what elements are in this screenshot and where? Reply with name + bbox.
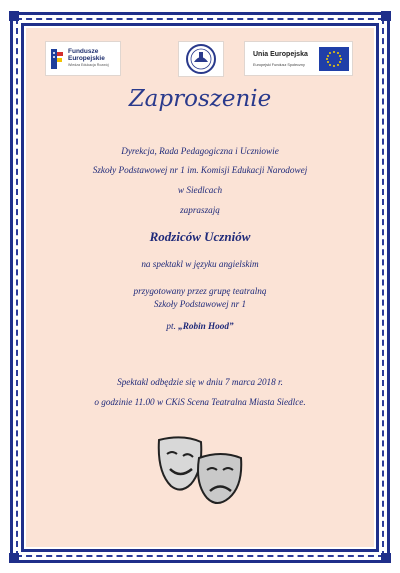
corner-bottom-right [381, 553, 391, 563]
fe-name [68, 48, 105, 62]
play-title-prefix: pt. [166, 321, 179, 331]
theatre-masks-icon [155, 436, 245, 508]
fe-line2: Europejskie [68, 55, 105, 62]
intro-line-3: w Siedlcach [177, 185, 223, 195]
intro-line-2: Szkoły Podstawowej nr 1 im. Komisji Edukacji Narodowej [92, 165, 308, 175]
intro-line-4: zapraszają [180, 205, 220, 215]
eu-flag-icon [319, 47, 349, 71]
event-line-1: na spektakl w języku angielskim [141, 259, 259, 269]
ue-fund-name: Europejski Fundusz Społeczny [253, 63, 305, 67]
ue-name: Unia Europejska [253, 51, 308, 58]
fundusze-europejskie-logo [45, 41, 121, 76]
unia-europejska-logo [244, 41, 353, 76]
invitation-title: Zaproszenie [128, 86, 272, 112]
school-logo [178, 41, 224, 77]
details-line-1: Spektakl odbędzie się w dniu 7 marca 2018 r. [117, 377, 283, 387]
school-emblem-icon [179, 42, 223, 76]
fe-tagline: Wiedza Edukacja Rozwój [68, 63, 109, 67]
play-title-line [26, 321, 374, 331]
event-line-3: Szkoły Podstawowej nr 1 [153, 299, 247, 309]
corner-top-right [381, 11, 391, 21]
corner-top-left [9, 11, 19, 21]
guests-heading: Rodziców Uczniów [149, 229, 251, 244]
corner-bottom-left [9, 553, 19, 563]
event-line-2: przygotowany przez grupę teatralną [133, 286, 267, 296]
intro-line-1: Dyrekcja, Rada Pedagogiczna i Uczniowie [121, 146, 279, 156]
details-line-2: o godzinie 11.00 w CKiS Scena Teatralna Miasta Siedlce. [94, 397, 306, 407]
play-title: „Robin Hood” [178, 321, 234, 331]
fe-mark-icon [51, 49, 65, 69]
fe-line1: Fundusze [68, 48, 99, 55]
